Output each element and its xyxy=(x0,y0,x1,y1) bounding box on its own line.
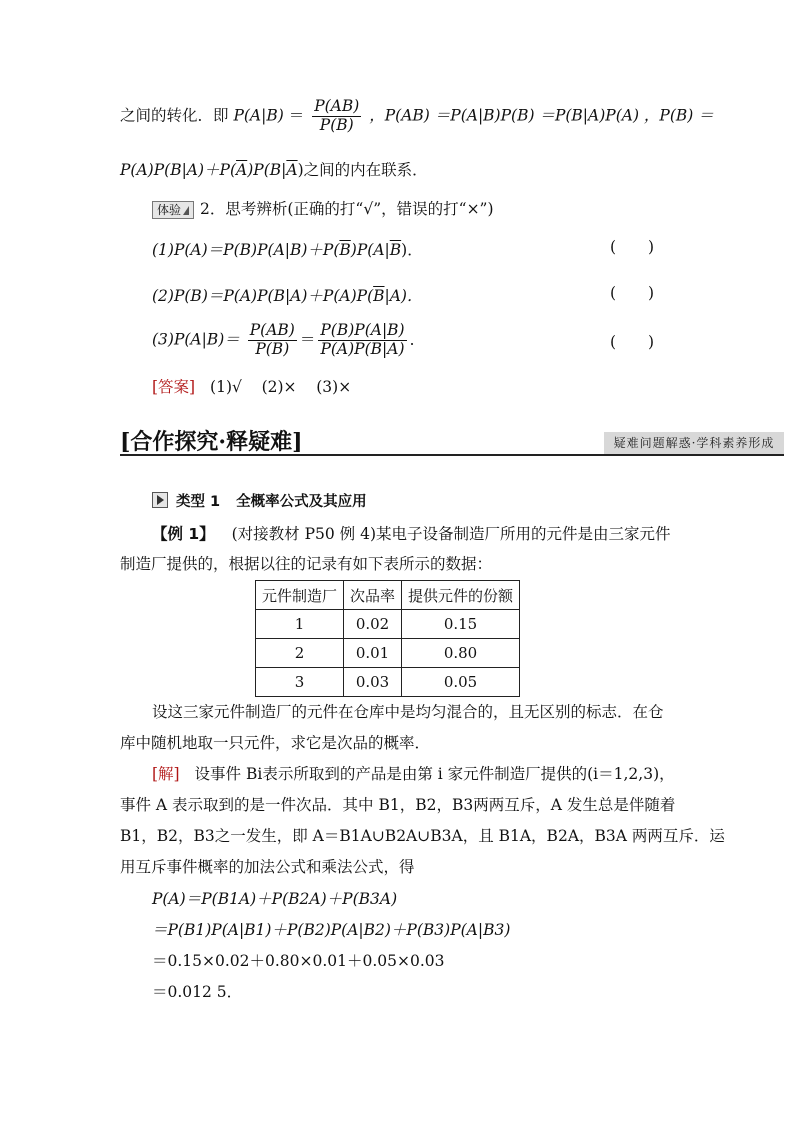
formula-part: )P(B| xyxy=(247,161,287,179)
exercise-badge: 体验 xyxy=(152,201,194,219)
formula-tail: ，P(AB) ＝P(A|B)P(B) ＝P(B|A)P(A) ，P(B) ＝ xyxy=(369,106,714,125)
q1-part: )． xyxy=(401,241,423,259)
play-triangle-icon xyxy=(152,492,168,508)
section-tag: 疑难问题解惑·学科素养形成 xyxy=(604,432,784,454)
q1-part: (1)P(A)＝P(B)P(A|B)＋P( xyxy=(152,241,340,259)
table-cell: 0.05 xyxy=(402,668,520,697)
section-divider xyxy=(120,454,784,456)
table-row xyxy=(256,610,520,639)
problem-line-2: 库中随机地取一只元件，求它是次品的概率． xyxy=(120,734,431,752)
question-3 xyxy=(152,322,425,359)
table-cell: 3 xyxy=(256,668,344,697)
table-row xyxy=(256,639,520,668)
fraction-denominator: P(B) xyxy=(319,115,354,134)
table-cell: 0.01 xyxy=(344,639,402,668)
overline-symbol: $\overline{B}$ xyxy=(389,241,402,259)
fraction-numerator: P(AB) xyxy=(249,321,295,339)
solution-text: 设事件 Bi表示所取到的产品是由第 i 家元件制造厂提供的(i＝1,2,3)， xyxy=(194,765,675,783)
solution-line-3: B1，B2，B3之一发生，即 A＝B1A∪B2A∪B3A，且 B1A，B2A，B3A 两两互斥．运 xyxy=(120,827,725,845)
overline-symbol: $\overline{B}$ xyxy=(339,241,351,259)
answer-blank-1 xyxy=(610,238,654,256)
formula-lhs: P(A|B) xyxy=(233,106,284,125)
fraction-conditional xyxy=(312,98,361,135)
example-line-2: 制造厂提供的，根据以往的记录有如下表所示的数据： xyxy=(120,555,493,573)
q3-eq: ＝ xyxy=(299,330,316,349)
solution-line-4: 用互斥事件概率的加法公式和乘法公式，得 xyxy=(120,858,415,876)
example-line-1 xyxy=(152,522,671,544)
paren-right: ) xyxy=(647,333,654,351)
overline-symbol: $\overline{B}$ xyxy=(373,287,385,305)
q2-part: (2)P(B)＝P(A)P(B|A)＋P(A)P( xyxy=(152,287,374,305)
table-row xyxy=(256,668,520,697)
solution-line-1 xyxy=(152,762,675,784)
answer-blank-2 xyxy=(610,284,654,302)
answer-blank-3 xyxy=(610,333,654,351)
exercise-heading-text: 2．思考辨析(正确的打“√”，错误的打“×”) xyxy=(200,200,494,218)
problem-line-1: 设这三家元件制造厂的元件在仓库中是均匀混合的，且无区别的标志．在仓 xyxy=(152,703,664,721)
q1-part: )P(A| xyxy=(350,241,390,259)
question-1 xyxy=(152,238,423,260)
manufacturer-table xyxy=(255,580,520,697)
equation-line-2: ＝P(B1)P(A|B1)＋P(B2)P(A|B2)＋P(B3)P(A|B3) xyxy=(152,921,511,939)
paren-left: ( xyxy=(610,284,617,302)
paren-left: ( xyxy=(610,333,617,351)
exercise-answer xyxy=(152,375,351,397)
solution-label: [解] xyxy=(152,765,180,783)
q3-fraction-1 xyxy=(248,322,297,359)
exercise-heading xyxy=(152,197,494,219)
q3-prefix: (3)P(A|B)＝ xyxy=(152,330,240,349)
question-2 xyxy=(152,284,422,306)
intro-line-2 xyxy=(120,158,428,180)
example-text: (对接教材 P50 例 4)某电子设备制造厂所用的元件是由三家元件 xyxy=(231,525,671,543)
formula-eq: ＝ xyxy=(288,106,305,125)
formula-part: P(A)P(B|A)＋P( xyxy=(120,161,237,179)
equation-line-4: ＝0.012 5． xyxy=(152,983,243,1001)
equation-line-3: ＝0.15×0.02＋0.80×0.01＋0.05×0.03 xyxy=(152,952,445,970)
table-header: 次品率 xyxy=(344,581,402,610)
intro-line-1 xyxy=(120,98,714,135)
section-title: [合作探究·释疑难] xyxy=(120,429,303,455)
formula-part: )之间的内在联系． xyxy=(297,161,428,179)
answer-label: [答案] xyxy=(152,378,196,396)
q3-fraction-2 xyxy=(318,322,406,359)
overline-symbol: $\overline{A}$ xyxy=(236,161,248,179)
table-cell: 2 xyxy=(256,639,344,668)
q2-part: |A)． xyxy=(384,287,423,305)
fraction-numerator: P(AB) xyxy=(314,97,360,115)
type-heading xyxy=(152,490,367,511)
paren-right: ) xyxy=(647,284,654,302)
type-label: 类型 1 xyxy=(176,494,221,510)
table-header-row xyxy=(256,581,520,610)
answer-text: (1)√ (2)× (3)× xyxy=(210,378,352,396)
table-cell: 0.15 xyxy=(402,610,520,639)
intro-text: 之间的转化．即 xyxy=(120,106,229,125)
table-cell: 0.03 xyxy=(344,668,402,697)
paren-right: ) xyxy=(647,238,654,256)
type-title: 全概率公式及其应用 xyxy=(236,494,367,510)
table-cell: 0.80 xyxy=(402,639,520,668)
equation-line-1: P(A)＝P(B1A)＋P(B2A)＋P(B3A) xyxy=(152,890,398,908)
solution-line-2: 事件 A 表示取到的是一件次品．其中 B1，B2，B3两两互斥，A 发生总是伴随着 xyxy=(120,796,676,814)
fraction-numerator: P(B)P(A|B) xyxy=(320,321,405,339)
example-label: 【例 1】 xyxy=(152,525,215,543)
table-cell: 1 xyxy=(256,610,344,639)
fraction-denominator: P(B) xyxy=(255,339,290,358)
table-header: 元件制造厂 xyxy=(256,581,344,610)
table-cell: 0.02 xyxy=(344,610,402,639)
fraction-denominator: P(A)P(B|A) xyxy=(320,339,405,358)
table-header: 提供元件的份额 xyxy=(402,581,520,610)
overline-symbol: $\overline{A}$ xyxy=(286,161,298,179)
q3-suffix: ． xyxy=(409,330,426,349)
paren-left: ( xyxy=(610,238,617,256)
